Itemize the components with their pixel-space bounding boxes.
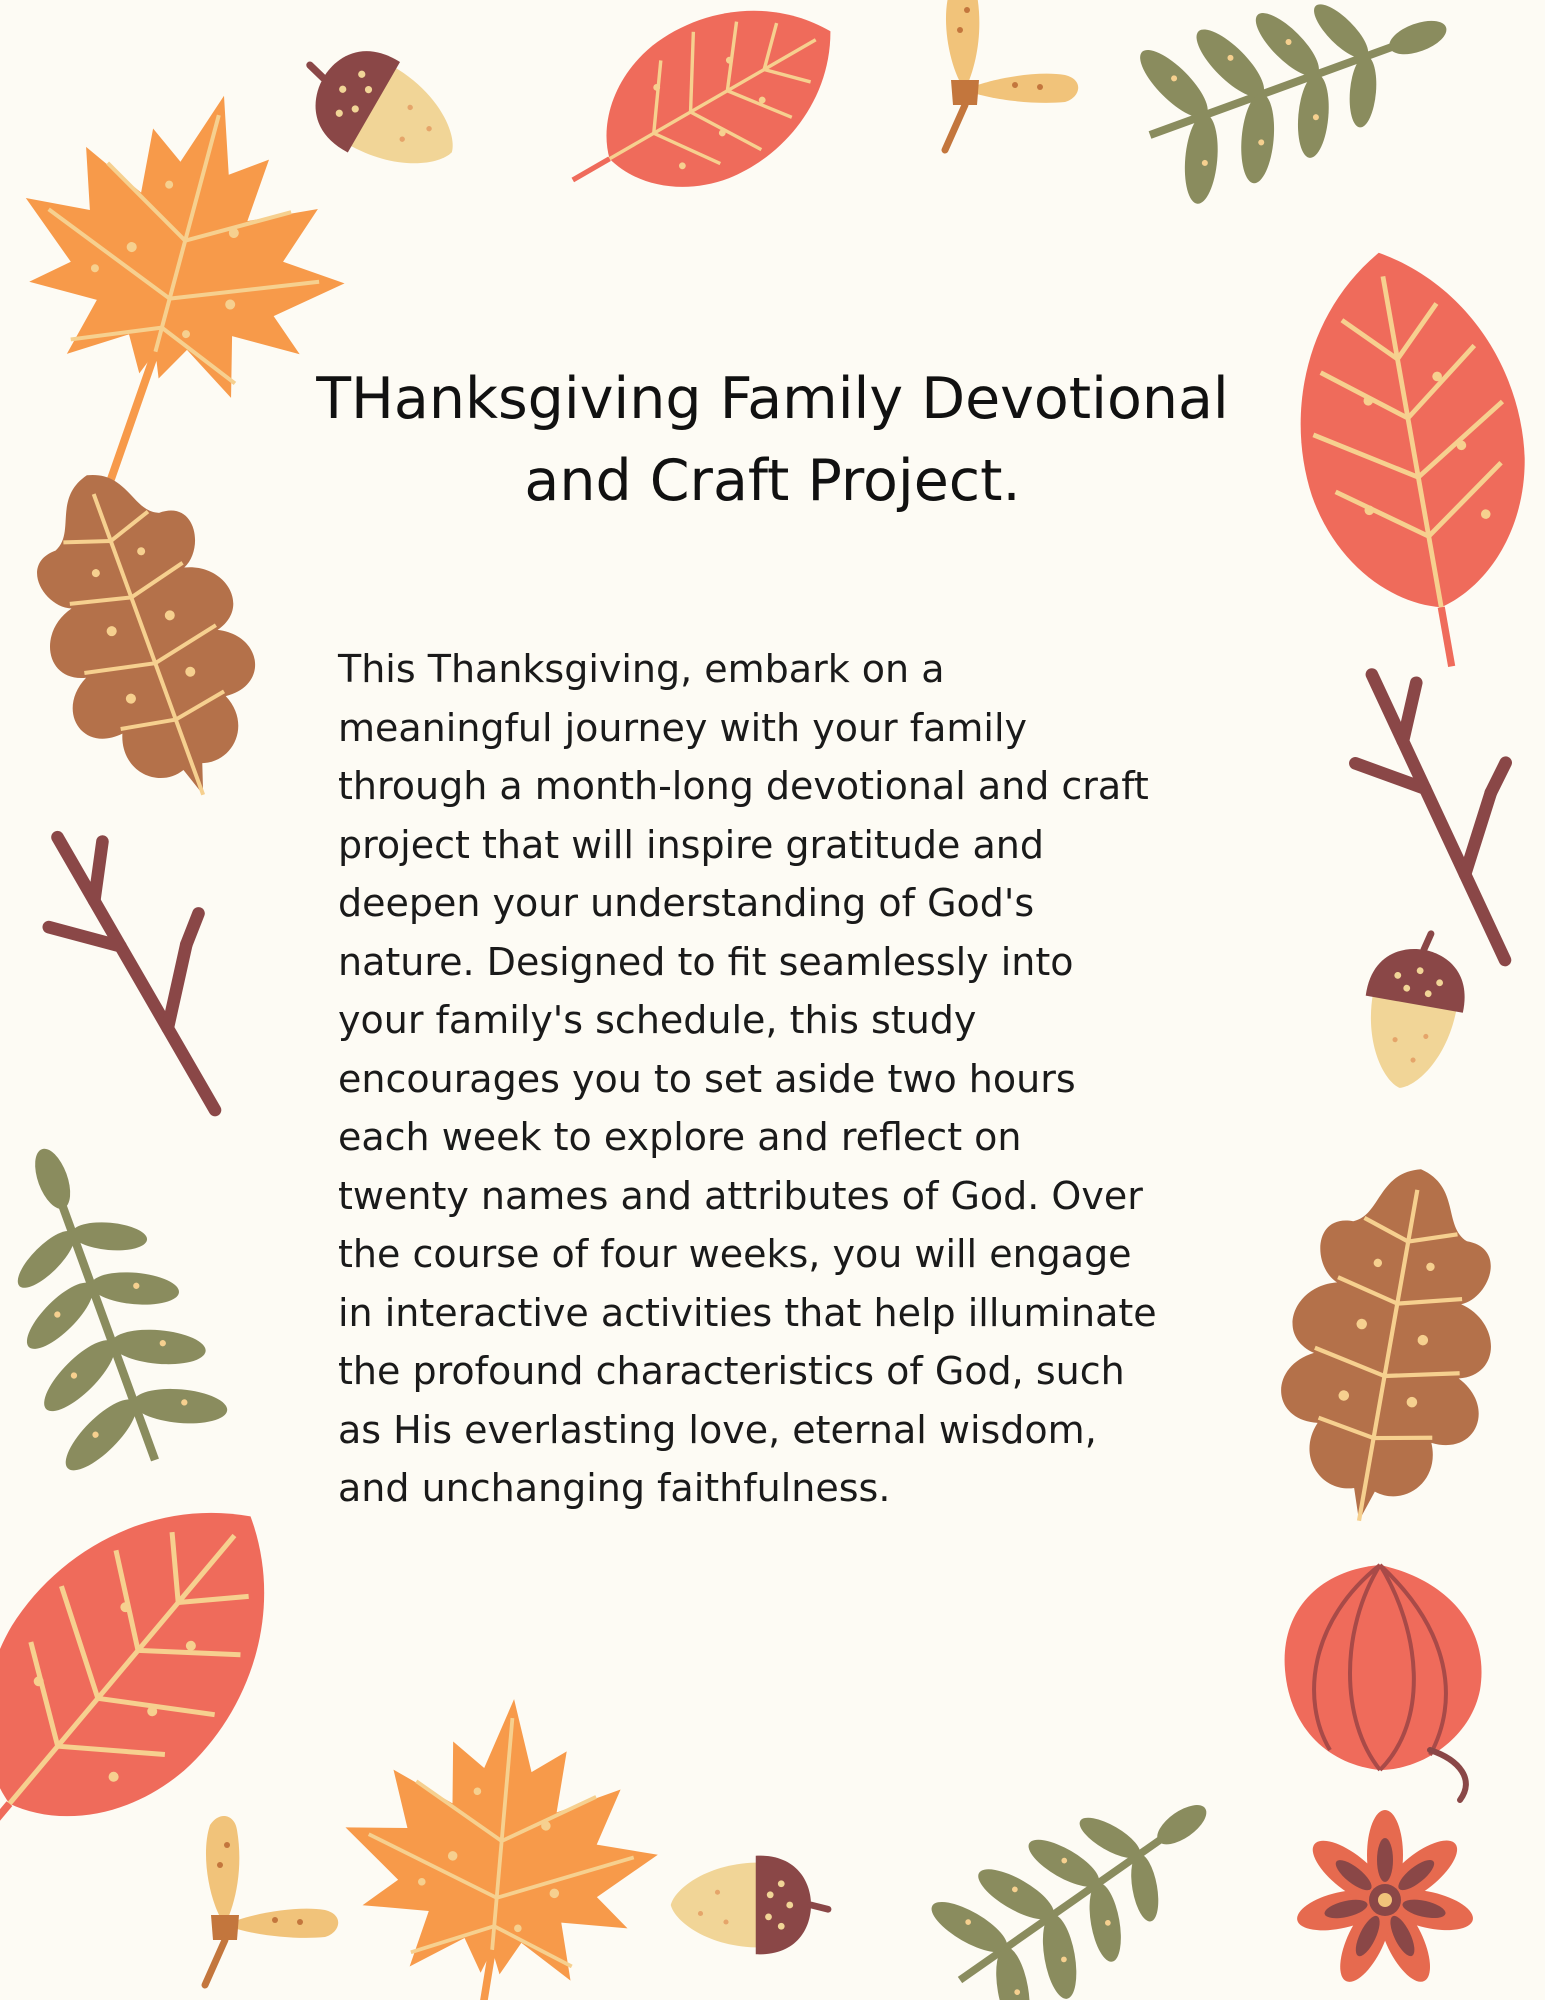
page-title xyxy=(200,358,1345,522)
twig-icon xyxy=(12,795,288,1136)
body-line: the course of four weeks, you will engage xyxy=(338,1232,1132,1276)
devotional-description xyxy=(338,640,1268,1518)
body-line: through a month-long devotional and craft xyxy=(338,764,1149,808)
seed-pod-icon xyxy=(205,1816,338,1985)
oak-leaf-icon xyxy=(1260,1152,1519,1538)
body-line: the profound characteristics of God, such xyxy=(338,1349,1125,1393)
star-anise-icon xyxy=(1293,1810,1476,1989)
birch-leaf-icon xyxy=(534,0,870,248)
body-line: encourages you to set aside two hours xyxy=(338,1056,1076,1101)
body-line: deepen your understanding of God's xyxy=(338,881,1035,925)
title-line: and Craft Project. xyxy=(524,448,1021,514)
body-line: nature. Designed to fit seamlessly into xyxy=(338,939,1074,984)
body-line: This Thanksgiving, embark on a xyxy=(338,647,945,691)
physalis-icon xyxy=(1285,1565,1482,1800)
title-line: THanksgiving Family Devotional xyxy=(316,366,1229,432)
body-line: in interactive activities that help illuminate xyxy=(338,1290,1157,1335)
body-line: each week to explore and reflect on xyxy=(338,1115,1022,1159)
acorn-icon xyxy=(282,24,478,198)
maple-leaf-icon xyxy=(325,1685,670,2000)
acorn-icon xyxy=(1351,924,1476,1096)
body-line: meaningful journey with your family xyxy=(338,705,1028,750)
birch-leaf-icon xyxy=(0,1443,338,1926)
body-line: project that will inspire gratitude and xyxy=(338,822,1044,867)
fern-icon xyxy=(1120,0,1476,217)
body-line: as His everlasting love, eternal wisdom, xyxy=(338,1407,1097,1452)
seed-pod-icon xyxy=(945,0,1078,150)
fern-icon xyxy=(912,1740,1253,2000)
body-line: and unchanging faithfulness. xyxy=(338,1466,891,1510)
body-line: your family's schedule, this study xyxy=(338,998,977,1042)
body-line: twenty names and attributes of God. Over xyxy=(338,1173,1143,1218)
acorn-icon xyxy=(671,1856,828,1955)
twig-icon xyxy=(1324,639,1545,982)
fern-icon xyxy=(0,1118,241,1492)
